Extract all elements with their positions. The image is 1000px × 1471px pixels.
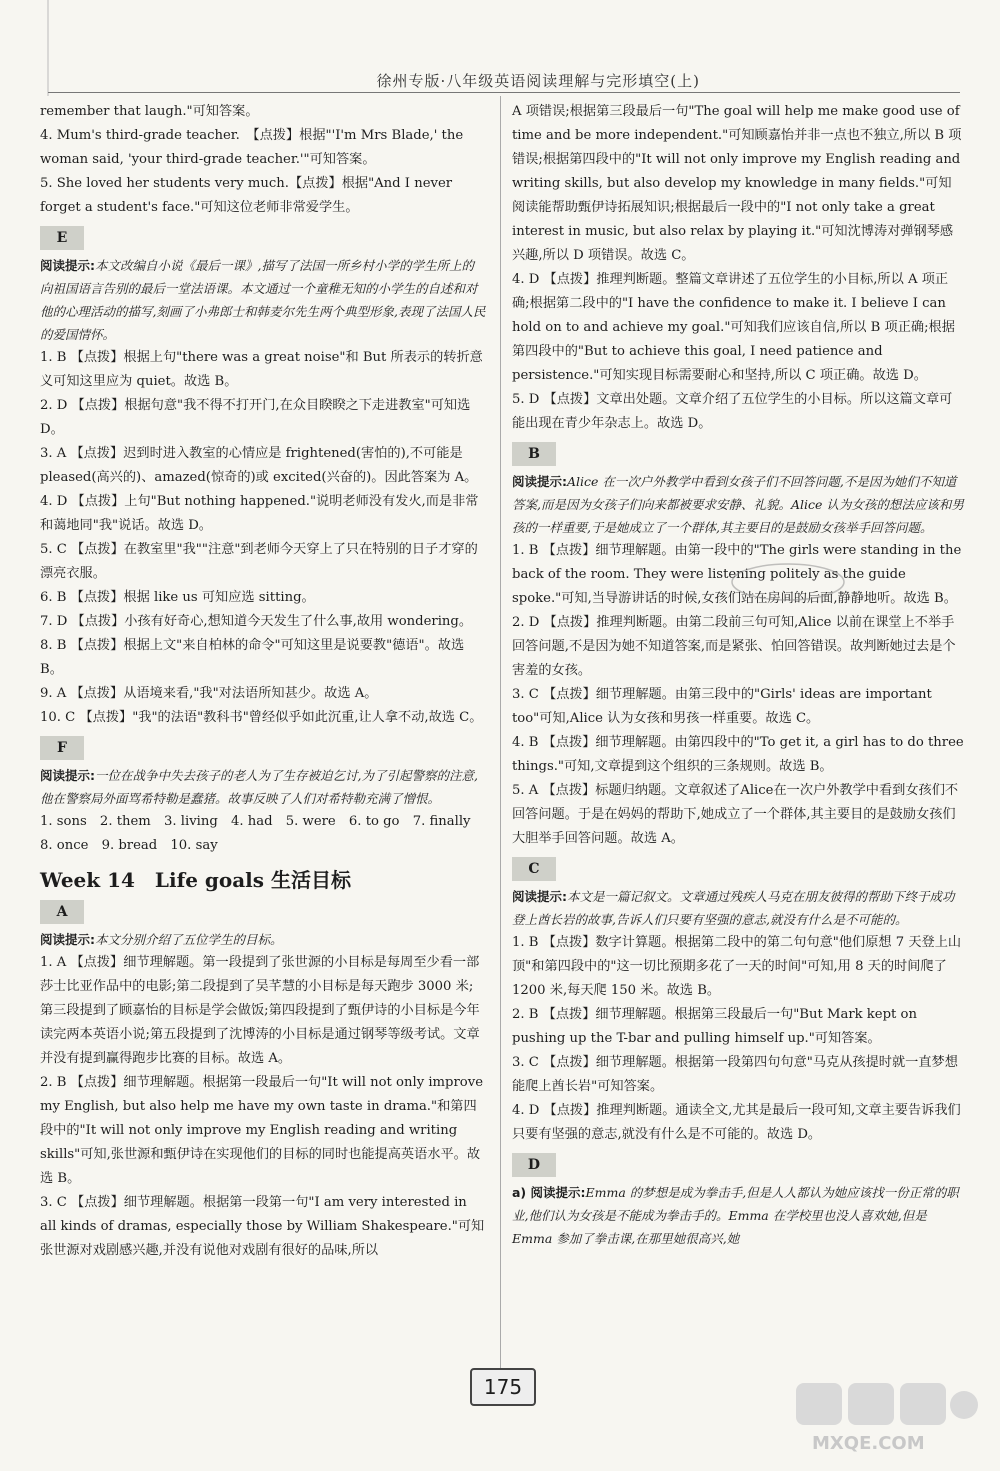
- reading-tip: [40, 764, 486, 810]
- answer-row: 8. once 9. bread 10. say: [40, 838, 218, 853]
- reading-tip-label: 阅读提示:: [512, 889, 567, 904]
- answer-item: 2. B 【点拨】细节理解题。根据第三段最后一句"But Mark kept on pushing up the T-bar and pulling himself up."可知答案。: [512, 1007, 917, 1046]
- answer-item: 2. B 【点拨】细节理解题。根据第一段最后一句"It will not only improve my English, but also help me have my own taste in drama."和第四段中的"It will not only improve my English reading and writing skills"可知,张世源和甄伊诗在实现他们的目标的同时也能提高英语水平。故选 B。: [40, 1075, 483, 1186]
- reading-tip: [40, 928, 486, 951]
- reading-tip-text: Emma 的梦想是成为拳击手,但是人人都认为她应该找一份正常的职业,他们认为女孩是不能成为拳击手的。Emma 在学校里也没人喜欢她,但是 Emma 参加了拳击课,在那里她很高兴,她: [512, 1185, 959, 1246]
- answer-item: 1. B 【点拨】细节理解题。由第一段中的"The girls were standing in the back of the room. They were listening politely as the guide spoke."可知,当导游讲话的时候,女孩们站在房间的后面,静静地听。故选 B。: [512, 543, 962, 606]
- answer-item: A 项错误;根据第三段最后一句"The goal will help me make good use of time and be more independent."可知顾嘉怡并非一点也不独立,所以 B 项错误;根据第四段中的"It will not only improve my English reading and writing skills, but also develop my knowledge in many fields."可知阅读能帮助甄伊诗拓展知识;根据最后一段中的"I not only take a great interest in music, but also relax by playing it."可知沈博涛对弹钢琴感兴趣,所以 D 项错误。故选 C。: [512, 104, 962, 263]
- reading-tip-label: 阅读提示:: [40, 932, 95, 947]
- reading-tip-label: 阅读提示:: [40, 258, 95, 273]
- site-watermark-logo: [792, 1377, 982, 1457]
- section-label-d: D: [512, 1153, 556, 1177]
- answer-item: 3. C 【点拨】细节理解题。由第三段中的"Girls' ideas are important too"可知,Alice 认为女孩和男孩一样重要。故选 C。: [512, 687, 932, 726]
- answer-item: 5. C 【点拨】在教室里"我""注意"到老师今天穿上了只在特别的日子才穿的漂亮衣服。: [40, 542, 478, 581]
- page-header: [0, 0, 1000, 96]
- answer-row: 1. sons 2. them 3. living 4. had 5. were 6. to go 7. finally: [40, 814, 471, 829]
- reading-tip: [512, 470, 964, 539]
- section-label-b: B: [512, 442, 556, 466]
- reading-tip-text: 一位在战争中失去孩子的老人为了生存被迫乞讨,为了引起警察的注意,他在警察局外面骂希特勒是蠢猪。故事反映了人们对希特勒充满了憎恨。: [40, 768, 478, 806]
- section-label-a: A: [40, 900, 84, 924]
- page-number: 175: [470, 1368, 536, 1406]
- answer-item: 5. A 【点拨】标题归纳题。文章叙述了Alice在一次户外教学中看到女孩们不回答问题。于是在妈妈的帮助下,她成立了一个群体,其主要目的是鼓励女孩们大胆举手回答问题。故选 A。: [512, 783, 959, 846]
- answer-item: 4. D 【点拨】推理判断题。整篇文章讲述了五位学生的小目标,所以 A 项正确;根据第二段中的"I have the confidence to make it. I believe I can hold on to and achieve my goal."可知我们应该自信,所以 B 项正确;根据第四段中的"But to achieve this goal, I need patience and persistence."可知实现目标需要耐心和坚持,所以 C 项正确。故选 D。: [512, 272, 955, 383]
- stamp-seal: [728, 560, 848, 604]
- answer-item: 4. D 【点拨】推理判断题。通读全文,尤其是最后一段可知,文章主要告诉我们只要有坚强的意志,就没有什么是不可能的。故选 D。: [512, 1103, 961, 1142]
- binding-margin-decoration: [28, 0, 58, 96]
- answer-item: 4. B 【点拨】细节理解题。由第四段中的"To get it, a girl has to do three things."可知,文章提到这个组织的三条规则。故选 B。: [512, 735, 964, 774]
- week-heading: Week 14 Life goals 生活目标: [40, 868, 351, 892]
- answer-item: 3. A 【点拨】迟到时进入教室的心情应是 frightened(害怕的),不可能是 pleased(高兴的)、amazed(惊奇的)或 excited(兴奋的)。因此答案为 A。: [40, 446, 478, 485]
- reading-tip-text: 本文是一篇记叙文。文章通过残疾人马克在朋友彼得的帮助下终于成功登上酋长岩的故事,告诉人们只要有坚强的意志,就没有什么是不可能的。: [512, 889, 955, 927]
- left-column: [40, 100, 486, 1263]
- column-divider: [500, 96, 501, 1386]
- answer-item: 5. She loved her students very much.【点拨】根据"And I never forget a student's face."可知这位老师非常爱学生。: [40, 176, 453, 215]
- answer-item: 7. D 【点拨】小孩有好奇心,想知道今天发生了什么事,故用 wondering。: [40, 614, 473, 629]
- answer-item: 3. C 【点拨】细节理解题。根据第一段第四句句意"马克从孩提时就一直梦想能爬上酋长岩"可知答案。: [512, 1055, 958, 1094]
- answer-item: 6. B 【点拨】根据 like us 可知应选 sitting。: [40, 590, 315, 605]
- reading-tip-label: a) 阅读提示:: [512, 1185, 586, 1200]
- reading-tip: [40, 254, 486, 346]
- answer-item: 1. A 【点拨】细节理解题。第一段提到了张世源的小目标是每周至少看一部莎士比亚作品中的电影;第二段提到了吴芊慧的小目标是每天跑步 3000 米;第三段提到了顾嘉怡的目标是学会做饭;第四段提到了甄伊诗的小目标是今年读完两本英语小说;第五段提到了沈博涛的小目标是通过钢琴等级考试。文章并没有提到赢得跑步比赛的目标。故选 A。: [40, 955, 480, 1066]
- answer-item: 3. C 【点拨】细节理解题。根据第一段第一句"I am very interested in all kinds of dramas, especially those by William Shakespeare."可知张世源对戏剧感兴趣,并没有说他对戏剧有很好的品味,所以: [40, 1195, 485, 1258]
- reading-tip-label: 阅读提示:: [512, 474, 567, 489]
- section-label-f: F: [40, 736, 84, 760]
- answer-item: 5. D 【点拨】文章出处题。文章介绍了五位学生的小目标。所以这篇文章可能出现在青少年杂志上。故选 D。: [512, 392, 953, 431]
- answer-item: 8. B 【点拨】根据上文"来自柏林的命令"可知这里是说要教"德语"。故选 B。: [40, 638, 465, 677]
- answer-item: 1. B 【点拨】根据上句"there was a great noise"和 But 所表示的转折意义可知这里应为 quiet。故选 B。: [40, 350, 483, 389]
- answer-item: 4. D 【点拨】上句"But nothing happened."说明老师没有发火,而是非常和蔼地同"我"说话。故选 D。: [40, 494, 479, 533]
- reading-tip-text: 本文改编自小说《最后一课》,描写了法国一所乡村小学的学生所上的向祖国语言告别的最后一堂法语课。本文通过一个童稚无知的小学生的自述和对他的心理活动的描写,刻画了小弗郎士和韩麦尔先生两个典型形象,表现了法国人民的爱国情怀。: [40, 258, 486, 342]
- svg-text:MXQE.COM: MXQE.COM: [812, 1433, 925, 1454]
- section-label-e: E: [40, 226, 84, 250]
- header-rule: [48, 92, 960, 93]
- reading-tip-text: Alice 在一次户外教学中看到女孩子们不回答问题,不是因为她们不知道答案,而是因为女孩子们向来都被要求安静、礼貌。Alice 认为女孩的想法应该和男孩的一样重要,于是她成立了一个群体,其主要目的是鼓励女孩举手回答问题。: [512, 474, 964, 535]
- answer-item: 2. D 【点拨】根据句意"我不得不打开门,在众目睽睽之下走进教室"可知选 D。: [40, 398, 471, 437]
- answer-item: remember that laugh."可知答案。: [40, 104, 259, 119]
- reading-tip-label: 阅读提示:: [40, 768, 95, 783]
- reading-tip: [512, 885, 964, 931]
- answer-item: 2. D 【点拨】推理判断题。由第二段前三句可知,Alice 以前在课堂上不举手回答问题,不是因为她不知道答案,而是紧张、怕回答错误。故判断她过去是个害羞的女孩。: [512, 615, 956, 678]
- right-column: [512, 100, 964, 1250]
- answer-item: 1. B 【点拨】数字计算题。根据第二段中的第二句句意"他们原想 7 天登上山顶"和第四段中的"这一切比预期多花了一天的时间"可知,用 8 天的时间爬了 1200 米,每天爬 150 米。故选 B。: [512, 935, 962, 998]
- reading-tip-text: 本文分别介绍了五位学生的目标。: [95, 932, 283, 947]
- section-label-c: C: [512, 857, 556, 881]
- answer-item: 4. Mum's third-grade teacher. 【点拨】根据"'I'm Mrs Blade,' the woman said, 'your third-grade teacher.'"可知答案。: [40, 128, 464, 167]
- running-header-title: 徐州专版·八年级英语阅读理解与完形填空(上): [376, 72, 700, 90]
- answer-item: 10. C 【点拨】"我"的法语"教科书"曾经似乎如此沉重,让人拿不动,故选 C。: [40, 710, 483, 725]
- reading-tip: [512, 1181, 964, 1250]
- answer-item: 9. A 【点拨】从语境来看,"我"对法语所知甚少。故选 A。: [40, 686, 378, 701]
